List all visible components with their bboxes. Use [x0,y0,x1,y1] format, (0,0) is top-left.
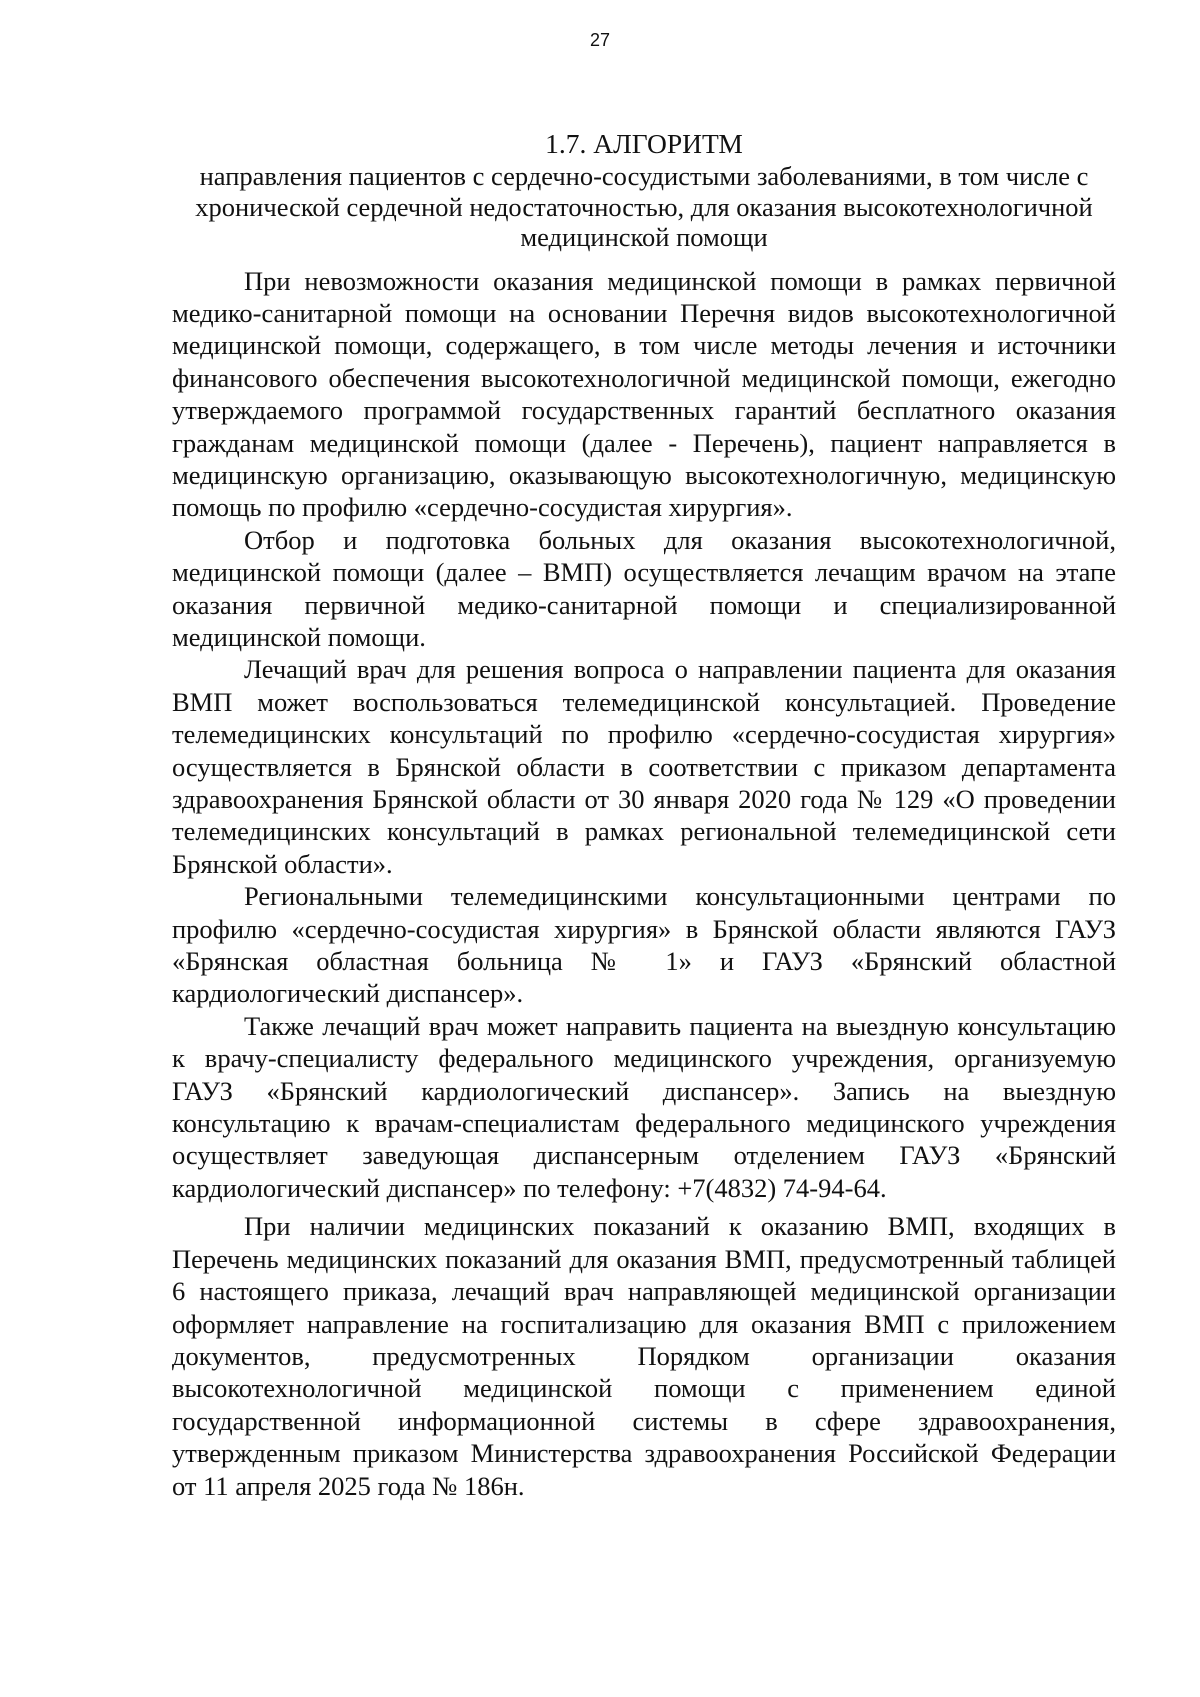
page-number: 27 [589,30,611,50]
paragraph-telemedicine-centers: Региональными телемедицинскими консультационными центрами по профилю «сердечно-сосудистая хирургия» в Брянской области являются ГАУЗ «Брянская областная больница № 1» и ГАУЗ «Брянский областной кардиологический диспансер». [172,881,1116,1009]
paragraph-hospitalization-referral: При наличии медицинских показаний к оказанию ВМП, входящих в Перечень медицинских показаний для оказания ВМП, предусмотренный таблицей 6 настоящего приказа, лечащий врач направляющей медицинской организации оформляет направление на госпитализацию для оказания ВМП с приложением документов, предусмотренных Порядком организации оказания высокотехнологичной медицинской помощи с применением единой государственной информационной системы в сфере здравоохранения, утвержденным приказом Министерства здравоохранения Российской Федерации от 11 апреля 2025 года № 186н. [172,1211,1116,1501]
document-body [172,128,1116,1502]
section-title: 1.7. АЛГОРИТМ [545,128,743,159]
section-subtitle: направления пациентов с сердечно-сосудистыми заболеваниями, в том числе с хронической сердечной недостаточностью, для оказания высокотехнологичной медицинской помощи [195,161,1093,252]
paragraph-field-consultation: Также лечащий врач может направить пациента на выездную консультацию к врачу-специалисту федерального медицинского учреждения, организуемую ГАУЗ «Брянский кардиологический диспансер». Запись на выездную консультацию к врачам-специалистам федерального медицинского учреждения осуществляет заведующая диспансерным отделением ГАУЗ «Брянский кардиологический диспансер» по телефону: +7(4832) 74-94-64. [172,1010,1116,1203]
paragraph-telemedicine-consultation: Лечащий врач для решения вопроса о направлении пациента для оказания ВМП может воспользоваться телемедицинской консультацией. Проведение телемедицинских консультаций по профилю «сердечно-сосудистая хирургия» осуществляется в Брянской области в соответствии с приказом департамента здравоохранения Брянской области от 30 января 2020 года № 129 «О проведении телемедицинских консультаций в рамках региональной телемедицинской сети Брянской области». [172,654,1116,879]
paragraph-patient-selection: Отбор и подготовка больных для оказания высокотехнологичной, медицинской помощи (далее – ВМП) осуществляется лечащим врачом на этапе оказания первичной медико-санитарной помощи и специализированной медицинской помощи. [172,524,1116,652]
section-heading [172,128,1116,253]
paragraph-vmp-referral-basis: При невозможности оказания медицинской помощи в рамках первичной медико-санитарной помощи на основании Перечня видов высокотехнологичной медицинской помощи, содержащего, в том числе методы лечения и источники финансового обеспечения высокотехнологичной медицинской помощи, ежегодно утверждаемого программой государственных гарантий бесплатного оказания гражданам медицинской помощи (далее - Перечень), пациент направляется в медицинскую организацию, оказывающую высокотехнологичную, медицинскую помощь по профилю «сердечно-сосудистая хирургия». [172,265,1116,523]
